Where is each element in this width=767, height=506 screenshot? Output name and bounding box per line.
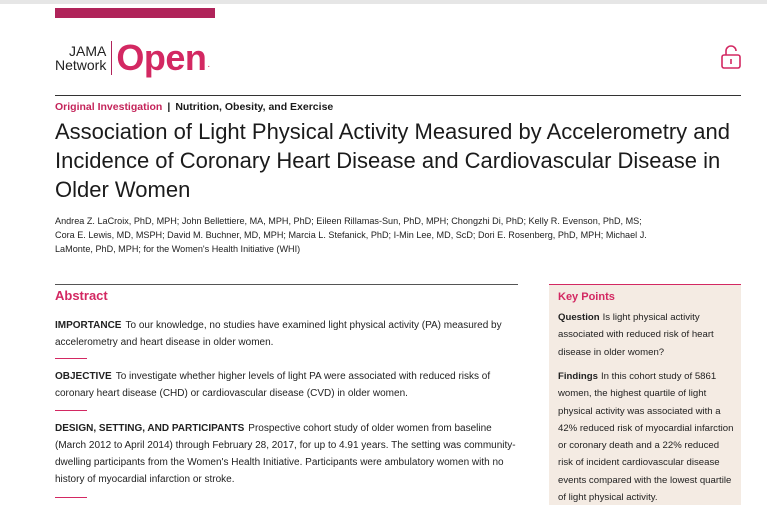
abstract-heading: Abstract — [55, 288, 108, 303]
abstract-design — [55, 420, 525, 488]
design-text: Prospective cohort study of older women from baseline (March 2012 to April 2014) through February 28, 2017, for up to 4.91 years. The setting was community-dwelling participants from the Women's Health Initiative. Participants were ambulatory women with no history of myocardial infarction or stroke. — [55, 423, 516, 485]
key-points-heading: Key Points — [558, 291, 615, 303]
browser-top-edge — [0, 0, 767, 4]
logo-jama-network — [55, 44, 111, 72]
abstract-importance — [55, 317, 525, 351]
section-divider — [55, 410, 87, 411]
findings-text: In this cohort study of 5861 women, the highest quartile of light physical activity was associated with a 42% reduced risk of myocardial infarction or coronary death and a 22% reduced risk of incident cardiovascular disease events compared with the lowest quartile of light physical activity. — [558, 371, 734, 504]
open-access-lock-icon[interactable] — [720, 44, 742, 70]
design-label: DESIGN, SETTING, AND PARTICIPANTS — [55, 423, 245, 434]
header-rule — [55, 95, 741, 96]
question-label: Question — [558, 312, 600, 323]
article-category[interactable]: Nutrition, Obesity, and Exercise — [175, 101, 334, 113]
accent-bar — [55, 8, 215, 18]
importance-label: IMPORTANCE — [55, 320, 122, 331]
kicker-separator: | — [167, 101, 171, 113]
logo-open-text: Open — [116, 37, 207, 78]
jama-network-open-logo[interactable] — [55, 37, 211, 78]
section-divider — [55, 497, 87, 498]
article-title: Association of Light Physical Activity Measured by Accelerometry and Incidence of Coronary Heart Disease and Cardiovascular Disease in Older Women — [55, 119, 730, 202]
objective-label: OBJECTIVE — [55, 371, 112, 382]
abstract-objective — [55, 368, 525, 402]
logo-network-text: Network — [55, 57, 107, 73]
section-divider — [55, 358, 87, 359]
logo-dot: . — [207, 59, 211, 70]
article-kicker — [55, 101, 333, 113]
logo-divider — [111, 41, 112, 75]
key-points-findings — [558, 368, 736, 506]
key-points-box — [549, 284, 741, 505]
findings-label: Findings — [558, 371, 598, 382]
importance-text: To our knowledge, no studies have examined light physical activity (PA) measured by accelerometry and heart disease in older women. — [55, 320, 502, 348]
abstract-rule — [55, 284, 518, 285]
question-text: Is light physical activity associated with reduced risk of heart disease in older women? — [558, 312, 714, 358]
article-type[interactable]: Original Investigation — [55, 101, 163, 113]
logo-jama-text: JAMA — [69, 43, 107, 59]
author-list: Andrea Z. LaCroix, PhD, MPH; John Bellettiere, MA, MPH, PhD; Eileen Rillamas-Sun, PhD, MPH; Chongzhi Di, PhD; Kelly R. Evenson, PhD, MS; Cora E. Lewis, MD, MSPH; David M. Buchner, MD, MPH; Marcia L. Stefanick, PhD; I-Min Lee, MD, ScD; Dori E. Rosenberg, PhD, MPH; Michael J. LaMonte, PhD, MPH; for the Women's Health Initiative (WHI) — [55, 216, 647, 254]
key-points-question — [558, 309, 736, 361]
objective-text: To investigate whether higher levels of light PA were associated with reduced risks of coronary heart disease (CHD) or cardiovascular disease (CVD) in older women. — [55, 371, 491, 399]
